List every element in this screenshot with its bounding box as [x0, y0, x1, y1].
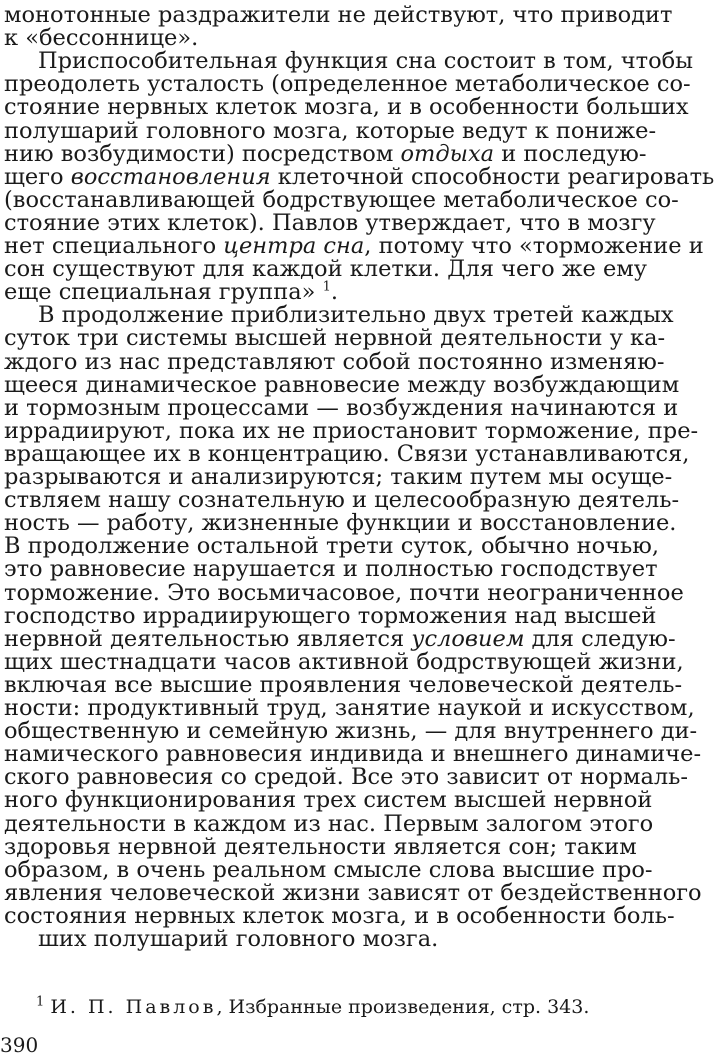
text-line: сон существуют для каждой клетки. Для чего же ему [4, 256, 648, 283]
text-line: В продолжение приблизительно двух третей каждых [38, 302, 674, 329]
text-line: нервной деятельностью является условием для следую- [4, 625, 676, 652]
text-line: намического равновесия индивида и внешнего динамиче- [4, 741, 702, 768]
text-line: здоровья нервной деятельности является сон; таким [4, 833, 637, 860]
text-line: суток три системы высшей нервной деятельности у ка- [4, 325, 666, 352]
text-line: (восстанавливающей бодрствующее метаболическое со- [4, 186, 679, 213]
emphasis: центра сна [223, 233, 365, 259]
footnote-marker: 1 [36, 994, 45, 1010]
text-line: нет специального центра сна, потому что «торможение и [4, 233, 704, 259]
text-line: еще специальная группа» $^1$. [4, 279, 338, 306]
text-line: явления человеческой жизни зависят от бездейственного [4, 879, 702, 906]
text-line: ности: продуктивный труд, занятие наукой и искусством, [4, 695, 695, 721]
footnote-author: И. П. Павлов [50, 996, 217, 1018]
text-line: это равновесие нарушается и полностью господствует [4, 556, 658, 583]
text-line: ствляем нашу сознательную и целесообразную деятель- [4, 487, 680, 514]
emphasis: восстановления [70, 163, 271, 190]
text-line: ского равновесия со средой. Все это зависит от нормаль- [4, 764, 689, 791]
footnote [36, 995, 589, 1019]
footnote-ref: 1 [322, 279, 331, 295]
text-line: к «бессоннице». [4, 25, 199, 52]
text-line: ших полушарий головного мозга. [38, 926, 439, 952]
text-line: господство иррадиирующего торможения над высшей [4, 602, 657, 629]
text-line: монотонные раздражители не действуют, что приводит [4, 2, 673, 28]
text-line: щего восстановления клеточной способности реагировать [4, 163, 714, 190]
footnote-text: , Избранные произведения, стр. 343. [216, 996, 590, 1018]
text-line: деятельности в каждом из нас. Первым залогом этого [4, 810, 654, 837]
emphasis: условием [411, 625, 525, 652]
text-line: ного функционирования трех систем высшей нервной [4, 787, 653, 814]
text-line: щееся динамическое равновесие между возбуждающим [4, 371, 680, 398]
text-line: торможение. Это восьмичасовое, почти неограниченное [4, 579, 684, 606]
text-line: разрываются и анализируются; таким путем мы осуще- [4, 464, 673, 490]
text-line: ждого из нас представляют собой постоянно изменяю- [4, 348, 665, 375]
text-line: и тормозным процессами — возбуждения начинаются и [4, 394, 679, 421]
page-number: 390 [0, 1033, 39, 1057]
emphasis: отдыха [400, 140, 495, 167]
text-line: В продолжение остальной трети суток, обычно ночью, [4, 533, 659, 560]
text-line: нию возбудимости) посредством отдыха и последую- [4, 140, 647, 167]
text-line: Приспособительная функция сна состоит в том, чтобы [38, 48, 694, 75]
text-line: щих шестнадцати часов активной бодрствующей жизни, [4, 648, 684, 675]
text-line: включая все высшие проявления человеческой деятель- [4, 671, 683, 698]
text-line: стояние нервных клеток мозга, и в особенности больших [4, 94, 689, 121]
text-line: преодолеть усталость (определенное метаболическое со- [4, 71, 691, 98]
text-line: состояния нервных клеток мозга, и в особенности боль- [4, 902, 675, 929]
text-line: полушарий головного мозга, которые ведут к пониже- [4, 117, 657, 144]
text-line: иррадиируют, пока их не приостановит торможение, пре- [4, 417, 699, 444]
text-line: ность — работу, жизненные функции и восстановление. [4, 510, 677, 537]
text-line: общественную и семейную жизнь, — для внутреннего ди- [4, 718, 698, 745]
text-line: вращающее их в концентрацию. Связи устанавливаются, [4, 440, 690, 467]
text-line: образом, в очень реальном смысле слова высшие про- [4, 856, 653, 883]
text-line: стояние этих клеток). Павлов утверждает, что в мозгу [4, 209, 656, 236]
